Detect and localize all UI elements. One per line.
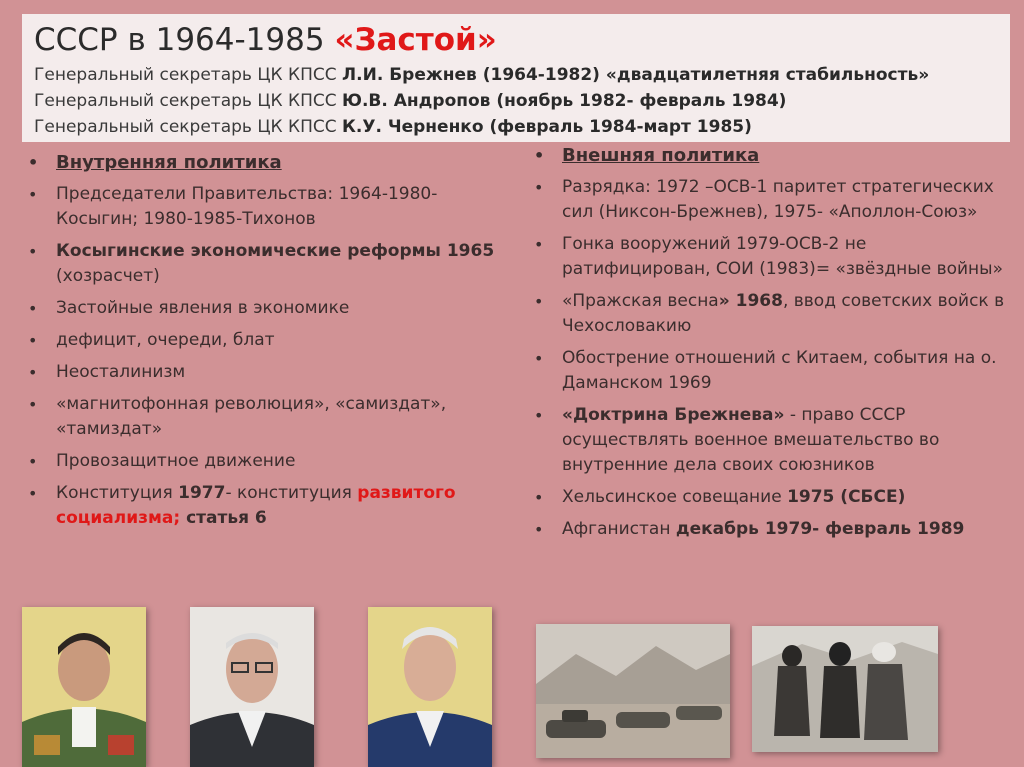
secretary-name: Ю.В. Андропов (ноябрь 1982- февраль 1984) xyxy=(342,91,787,111)
list-item: • Неосталинизм xyxy=(22,360,512,385)
item-bold: 1977 xyxy=(178,483,226,503)
portrait-chernenko-image xyxy=(368,607,492,767)
list-item xyxy=(528,485,1008,510)
item-bold: декабрь 1979- февраль 1989 xyxy=(675,519,965,539)
secretary-prefix: Генеральный секретарь ЦК КПСС xyxy=(34,65,343,85)
secretary-prefix: Генеральный секретарь ЦК КПСС xyxy=(34,91,343,111)
item-text: Афганистан xyxy=(562,519,676,539)
item-text: - право СССР осуществлять военное вмешательство во внутренние дела своих союзников xyxy=(562,405,940,475)
list-item: • дефицит, очереди, блат xyxy=(22,328,512,353)
title-accent: «Застой» xyxy=(334,22,497,58)
photo-afghan-people xyxy=(752,626,938,752)
list-item: • Председатели Правительства: 1964-1980-Косыгин; 1980-1985-Тихонов xyxy=(22,182,512,232)
header-panel xyxy=(22,14,1010,142)
page-title xyxy=(34,18,998,62)
secretary-prefix: Генеральный секретарь ЦК КПСС xyxy=(34,117,343,137)
secretary-chernenko xyxy=(34,114,998,140)
list-item: • Застойные явления в экономике xyxy=(22,296,512,321)
secretary-brezhnev xyxy=(34,62,998,88)
secretary-name: К.У. Черненко (февраль 1984-март 1985) xyxy=(342,117,752,137)
item-text: (хозрасчет) xyxy=(56,266,160,286)
external-policy-list xyxy=(528,143,1008,549)
list-item: • Гонка вооружений 1979-ОСВ-2 не ратифицирован, СОИ (1983)= «звёздные войны» xyxy=(528,232,1008,282)
afghan-people-image xyxy=(752,626,938,752)
photo-tanks-afghanistan xyxy=(536,624,730,758)
portrait-andropov-image xyxy=(190,607,314,767)
list-item: • «магнитофонная революция», «самиздат», «тамиздат» xyxy=(22,392,512,442)
secretary-name: Л.И. Брежнев (1964-1982) «двадцатилетняя стабильность» xyxy=(342,65,930,85)
portrait-brezhnev-image xyxy=(22,607,146,767)
list-item xyxy=(528,289,1008,339)
portrait-andropov xyxy=(190,607,314,767)
list-item xyxy=(22,481,512,531)
list-item xyxy=(22,239,512,289)
item-bold: 1975 (СБСЕ) xyxy=(787,487,906,507)
item-text: Конституция xyxy=(56,483,179,503)
item-text: «Пражская весна xyxy=(562,291,719,311)
list-item: • Провозащитное движение xyxy=(22,449,512,474)
item-text: , ввод советских войск в Чехословакию xyxy=(562,291,1005,336)
secretary-andropov xyxy=(34,88,998,114)
portrait-brezhnev xyxy=(22,607,146,767)
internal-policy-heading: • Внутренняя политика xyxy=(22,150,512,175)
item-text: - конституция xyxy=(225,483,358,503)
external-policy-heading: • Внешняя политика xyxy=(528,143,1008,168)
list-item: • Разрядка: 1972 –ОСВ-1 паритет стратегических сил (Никсон-Брежнев), 1975- «Аполлон-Союз» xyxy=(528,175,1008,225)
item-text: Хельсинское совещание xyxy=(562,487,788,507)
portrait-chernenko xyxy=(368,607,492,767)
internal-policy-list xyxy=(22,150,512,538)
item-bold: «Доктрина Брежнева» xyxy=(562,405,785,425)
tanks-image xyxy=(536,624,730,758)
list-item xyxy=(528,517,1008,542)
list-item: • Обострение отношений с Китаем, события на о. Даманском 1969 xyxy=(528,346,1008,396)
item-bold: статья 6 xyxy=(180,508,267,528)
title-main: СССР в 1964-1985 xyxy=(34,22,335,58)
list-item xyxy=(528,403,1008,478)
item-red: развитого социализма; xyxy=(56,483,456,528)
item-bold: » 1968 xyxy=(718,291,783,311)
item-bold: Косыгинские экономические реформы 1965 xyxy=(56,241,495,261)
